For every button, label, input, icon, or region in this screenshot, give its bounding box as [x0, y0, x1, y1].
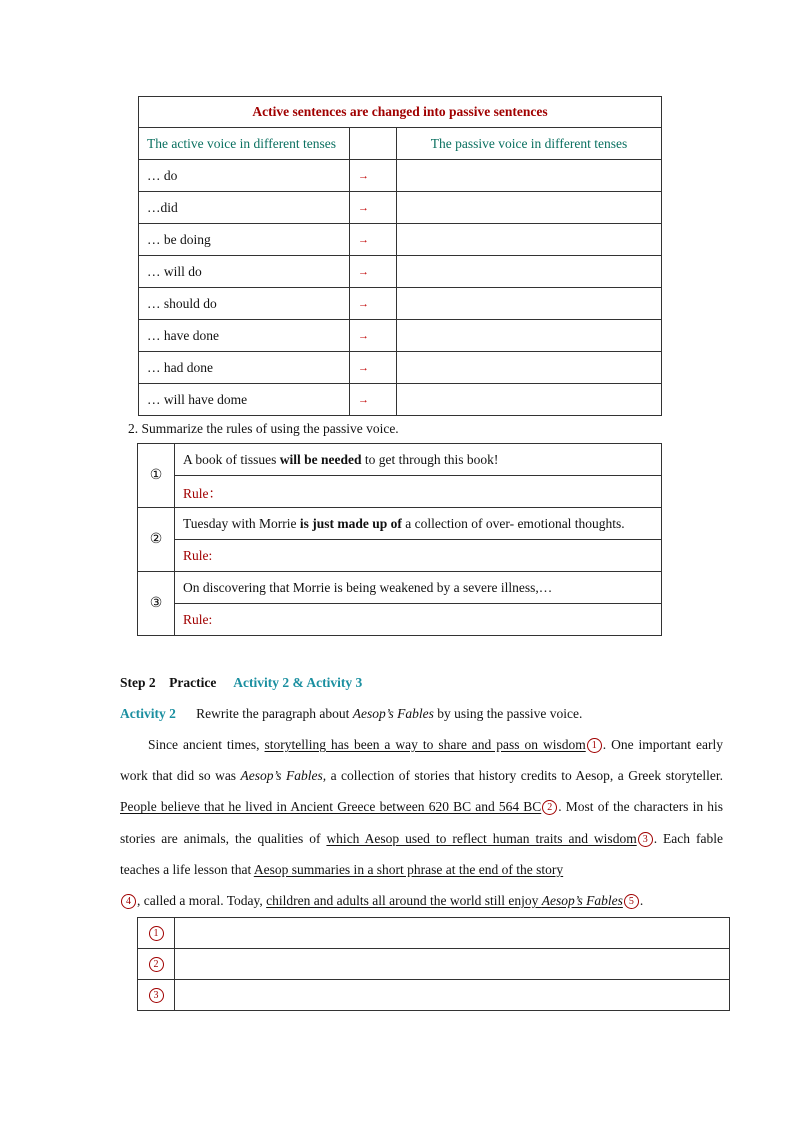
tenses-table: [138, 96, 662, 416]
activity2-label: Activity 2: [120, 706, 176, 721]
arrow-icon: →: [350, 256, 397, 288]
arrow-icon: →: [350, 160, 397, 192]
active-tense: … will do: [139, 256, 350, 288]
arrow-icon: →: [350, 320, 397, 352]
tense-row: [139, 160, 662, 192]
circled-number: 1: [587, 738, 602, 753]
answer-cell[interactable]: [175, 980, 730, 1011]
tenses-table-title: Active sentences are changed into passive sentences: [139, 97, 662, 128]
rules-table: [137, 443, 662, 636]
underlined-phrase-3: which Aesop used to reflect human traits and wisdom: [326, 830, 637, 846]
passive-answer-cell[interactable]: [397, 224, 662, 256]
answer-cell[interactable]: [175, 918, 730, 949]
tense-row: [139, 320, 662, 352]
circled-number: 4: [121, 894, 136, 909]
arrow-icon: →: [350, 224, 397, 256]
active-tense: … have done: [139, 320, 350, 352]
passive-answer-cell[interactable]: [397, 352, 662, 384]
passive-voice-header: The passive voice in different tenses: [397, 128, 662, 160]
answer-cell[interactable]: [175, 949, 730, 980]
answer-number: 2: [138, 949, 175, 980]
arrow-icon: →: [350, 384, 397, 416]
rule-number: ②: [138, 508, 175, 572]
passive-answer-cell[interactable]: [397, 160, 662, 192]
rule-answer-cell[interactable]: Rule：: [175, 476, 662, 508]
step-label: Step 2: [120, 675, 156, 690]
active-tense: …did: [139, 192, 350, 224]
underlined-phrase-1: storytelling has been a way to share and pass on wisdom: [264, 737, 586, 752]
tense-row: [139, 256, 662, 288]
passive-answer-cell[interactable]: [397, 384, 662, 416]
arrow-icon: →: [350, 192, 397, 224]
tense-row: [139, 352, 662, 384]
circled-number: 3: [638, 832, 653, 847]
answer-table: [137, 917, 730, 1011]
answer-number: 3: [138, 980, 175, 1011]
passive-answer-cell[interactable]: [397, 192, 662, 224]
underlined-phrase-5: children and adults all around the world still enjoy Aesop’s Fables: [266, 893, 623, 909]
active-voice-header: The active voice in different tenses: [139, 128, 350, 160]
passive-answer-cell[interactable]: [397, 320, 662, 352]
tense-row: [139, 192, 662, 224]
tense-row: [139, 224, 662, 256]
example-sentence: On discovering that Morrie is being weakened by a severe illness,…: [175, 572, 662, 604]
circled-number: 2: [542, 800, 557, 815]
example-sentence: A book of tissues will be needed to get through this book!: [175, 444, 662, 476]
active-tense: … will have dome: [139, 384, 350, 416]
passive-answer-cell[interactable]: [397, 256, 662, 288]
rule-answer-cell[interactable]: Rule:: [175, 604, 662, 636]
active-tense: … had done: [139, 352, 350, 384]
active-tense: … should do: [139, 288, 350, 320]
aesop-paragraph: Since ancient times, storytelling has been a way to share and pass on wisdom 1 . One important early work that did so was Aesop’s Fables, a collection of stories that history credits to Aesop, a Greek storyteller. People believe that he lived in Ancient Greece between 620 BC and 564 BC 2 . Most of the characters in his stories are animals, the qualities of which Aesop used to reflect human traits and wisdom 3 . Each fable teaches a life lesson that Aesop summaries in a short phrase at the end of the story 4 , called a moral. Today, children and adults all around the world still enjoy Aesop’s Fables 5 .: [120, 737, 724, 909]
circled-number: 5: [624, 894, 639, 909]
rule-number: ①: [138, 444, 175, 508]
activity2-instruction: Activity 2 Rewrite the paragraph about Aesop’s Fables by using the passive voice.: [120, 706, 583, 721]
active-tense: … be doing: [139, 224, 350, 256]
practice-label: Practice: [169, 675, 217, 690]
step-heading: [120, 675, 362, 691]
arrow-icon: →: [350, 288, 397, 320]
arrow-icon: →: [350, 352, 397, 384]
activities-label: Activity 2 & Activity 3: [233, 675, 363, 690]
question-2: 2. Summarize the rules of using the passive voice.: [128, 421, 399, 436]
book-title: Aesop’s Fables: [352, 706, 434, 721]
passive-answer-cell[interactable]: [397, 288, 662, 320]
active-tense: … do: [139, 160, 350, 192]
answer-number: 1: [138, 918, 175, 949]
tense-row: [139, 384, 662, 416]
tense-row: [139, 288, 662, 320]
example-sentence: Tuesday with Morrie is just made up of a collection of over- emotional thoughts.: [175, 508, 662, 540]
rule-number: ③: [138, 572, 175, 636]
underlined-phrase-4: Aesop summaries in a short phrase at the end of the story: [253, 861, 564, 877]
arrow-header-cell: [350, 128, 397, 160]
rule-answer-cell[interactable]: Rule:: [175, 540, 662, 572]
underlined-phrase-2: People believe that he lived in Ancient Greece between 620 BC and 564 BC: [120, 799, 542, 815]
